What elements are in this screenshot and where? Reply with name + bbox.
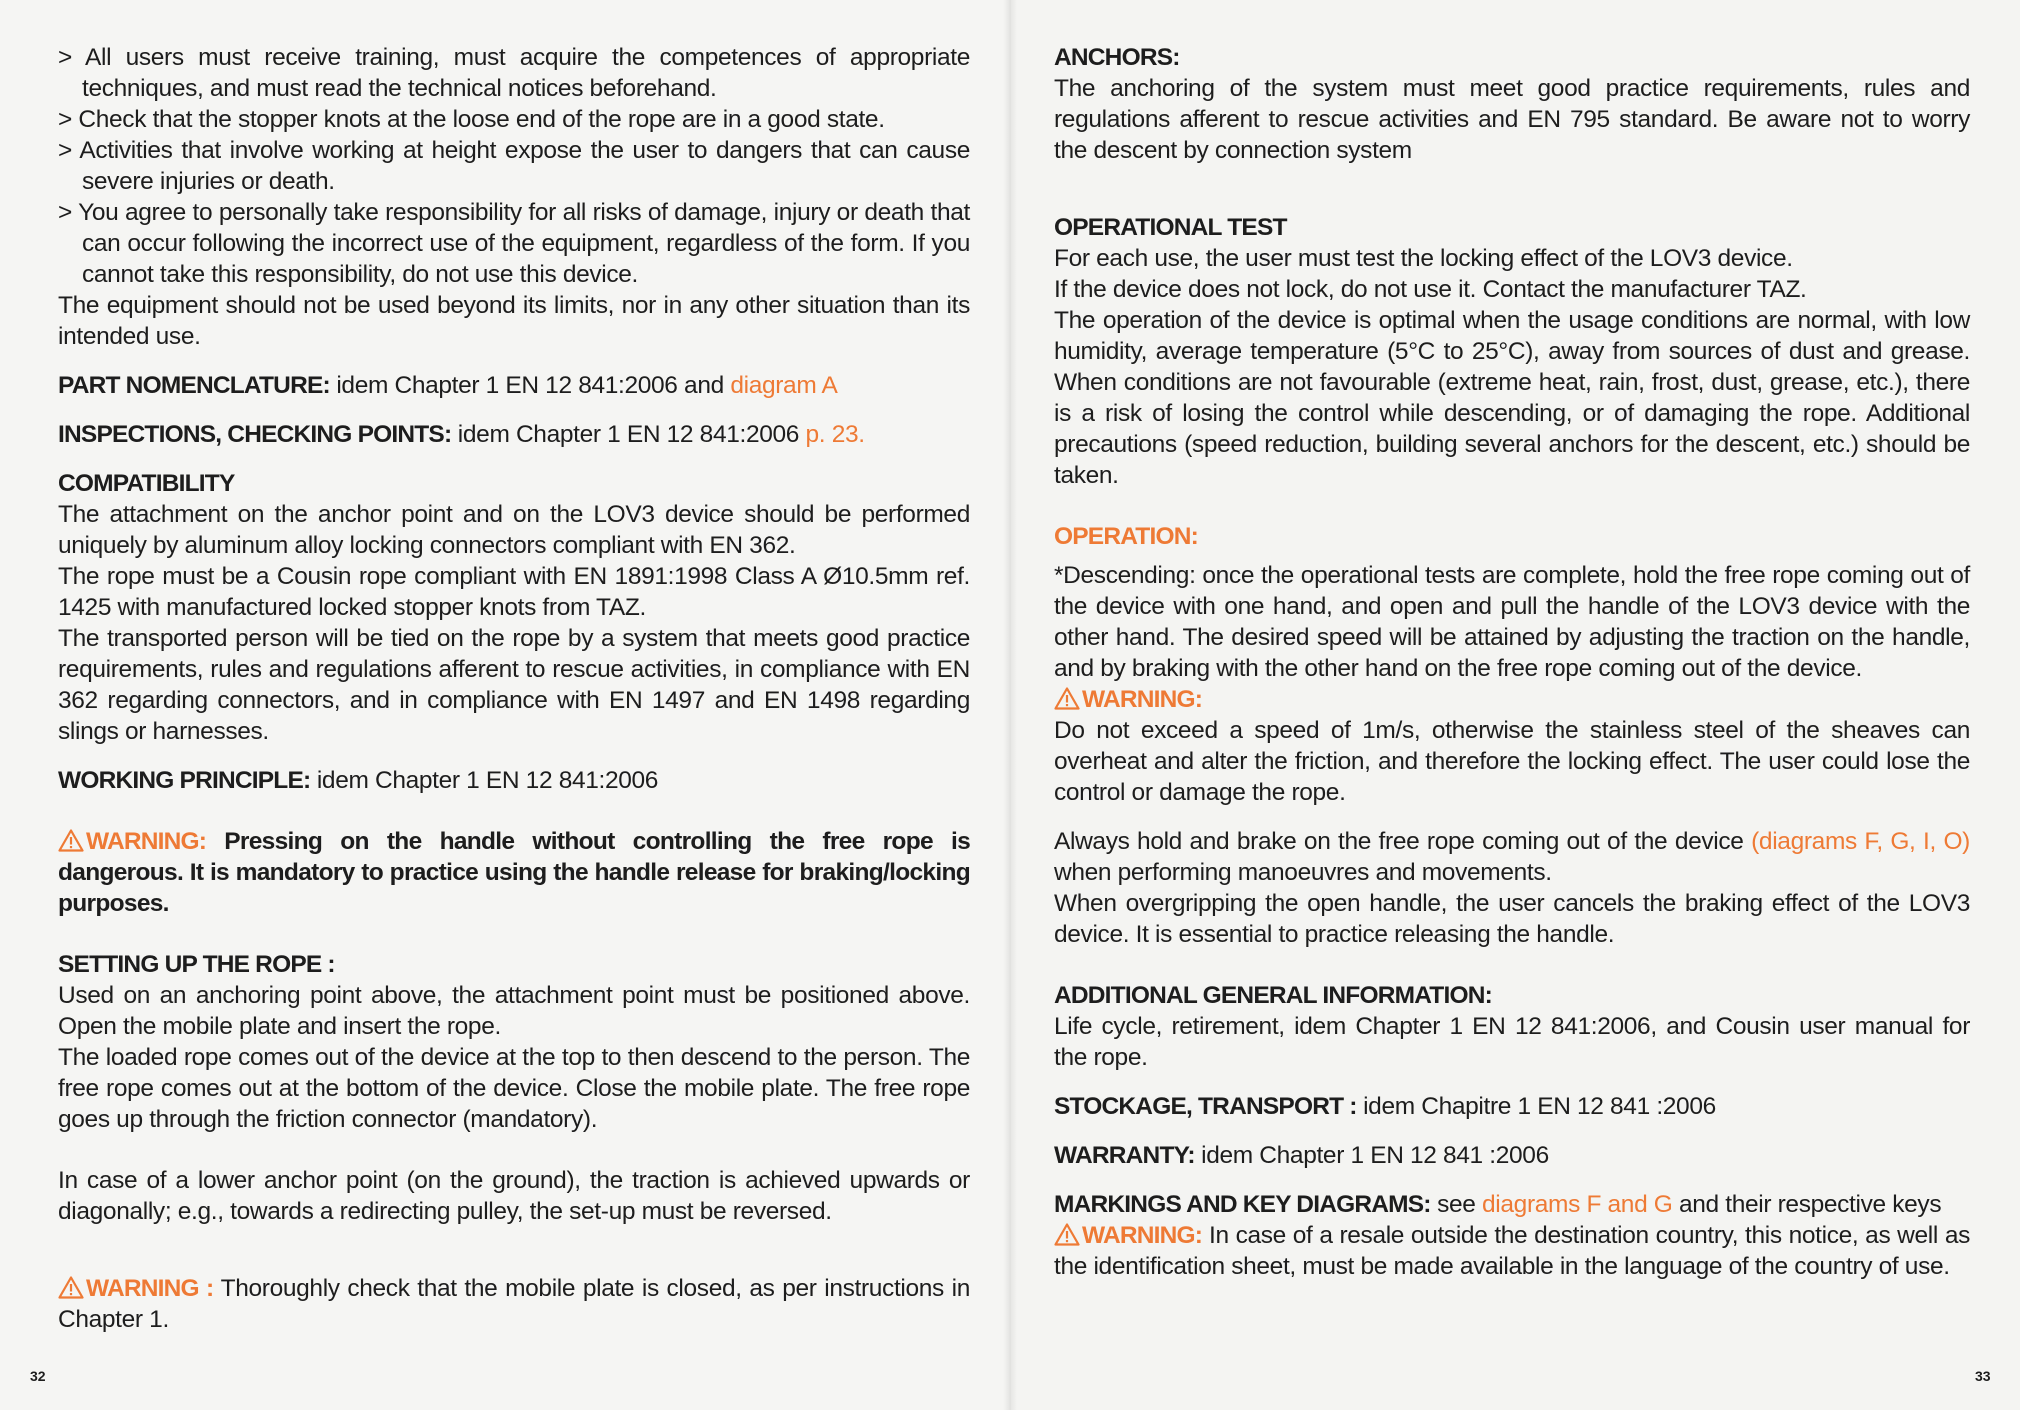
compatibility-paragraph-1: The attachment on the anchor point and on the LOV3 device should be performed uniquely by aluminum alloy locking connectors compliant with EN 362. [58,501,970,559]
left-column [58,42,970,1335]
working-principle-line [58,765,970,796]
page-number-right: 33 [1975,1368,1991,1384]
warning-triangle-icon [58,1276,84,1299]
warranty-heading: WARRANTY: [1054,1142,1195,1169]
operation-warning-line [1054,684,1970,715]
operational-test-paragraph-1: For each use, the user must test the locking effect of the LOV3 device. [1054,245,1793,272]
setting-up-paragraph-1: Used on an anchoring point above, the attachment point must be positioned above. Open the mobile plate and insert the rope. [58,982,970,1040]
warning-handle-block [58,826,970,919]
warning-handle-text: Pressing on the handle without controlling the free rope is dangerous. It is mandatory to practice using the handle release for braking/locking purposes. [58,828,970,917]
additional-info-heading: ADDITIONAL GENERAL INFORMATION: [1054,982,1492,1009]
stockage-line [1054,1091,1970,1122]
warning-triangle-icon [1054,1223,1080,1246]
warning-resale-block [1054,1220,1970,1282]
compatibility-heading: COMPATIBILITY [58,470,235,497]
hold-brake-text: Always hold and brake on the free rope coming out of the device [1054,828,1752,855]
anchors-heading: ANCHORS: [1054,44,1180,71]
bullet-height-danger: > Activities that involve working at height expose the user to dangers that can cause severe injuries or death. [58,137,970,195]
diagrams-fgio-link: (diagrams F, G, I, O) [1751,828,1970,855]
warning-handle-label: WARNING: [86,828,207,855]
limits-paragraph: The equipment should not be used beyond its limits, nor in any other situation than its intended use. [58,292,970,350]
hold-brake-text-end: when performing manoeuvres and movements. [1054,859,1552,886]
speed-warning-paragraph: Do not exceed a speed of 1m/s, otherwise the stainless steel of the sheaves can overheat and alter the friction, and therefore the locking effect. The user could lose the control or damage the rope. [1054,717,1970,806]
additional-info-paragraph: Life cycle, retirement, idem Chapter 1 EN 12 841:2006, and Cousin user manual for the rope. [1054,1013,1970,1071]
setting-up-heading: SETTING UP THE ROPE : [58,951,335,978]
descending-paragraph: *Descending: once the operational tests are complete, hold the free rope coming out of the device with one hand, and open and pull the handle of the LOV3 device with the other hand. The desired speed will be attained by adjusting the traction on the handle, and by braking with the other hand on the free rope coming out of the device. [1054,562,1970,682]
bullet-training: > All users must receive training, must acquire the competences of appropriate techniques, and must read the technical notices beforehand. [58,44,970,102]
overgripping-paragraph: When overgripping the open handle, the user cancels the braking effect of the LOV3 device. It is essential to practice releasing the handle. [1054,890,1970,948]
bullet-stopper-knots: > Check that the stopper knots at the loose end of the rope are in a good state. [58,106,885,133]
operational-test-heading: OPERATIONAL TEST [1054,214,1287,241]
stockage-text: idem Chapitre 1 EN 12 841 :2006 [1356,1093,1716,1120]
working-principle-heading: WORKING PRINCIPLE: [58,767,311,794]
warning-plate-text: Thoroughly check that the mobile plate is closed, as per instructions in Chapter 1. [58,1275,970,1333]
operational-test-paragraph-2: If the device does not lock, do not use it. Contact the manufacturer TAZ. [1054,276,1807,303]
diagram-a-link: diagram A [730,372,838,399]
part-nomenclature-line [58,370,970,401]
right-column [1054,42,1970,1282]
lower-anchor-paragraph: In case of a lower anchor point (on the ground), the traction is achieved upwards or diagonally; e.g., towards a redirecting pulley, the set-up must be reversed. [58,1167,970,1225]
inspections-heading: INSPECTIONS, CHECKING POINTS: [58,421,452,448]
compatibility-paragraph-3: The transported person will be tied on the rope by a system that meets good practice requirements, rules and regulations afferent to rescue activities, in compliance with EN 362 regarding connectors, and in compliance with EN 1497 and EN 1498 regarding slings or harnesses. [58,625,970,745]
compatibility-paragraph-2: The rope must be a Cousin rope compliant with EN 1891:1998 Class A Ø10.5mm ref. 1425 with manufactured locked stopper knots from TAZ. [58,563,970,621]
page-number-left: 32 [30,1368,46,1384]
warranty-line [1054,1140,1970,1171]
part-nomenclature-text: idem Chapter 1 EN 12 841:2006 and [329,372,731,399]
operation-warning-label: WARNING: [1082,686,1203,713]
operational-test-paragraph-3: The operation of the device is optimal when the usage conditions are normal, with low humidity, average temperature (5°C to 25°C), away from sources of dust and grease. When conditions are not favourable (extreme heat, rain, frost, dust, grease, etc.), there is a risk of losing the control while descending, or of damaging the rope. Additional precautions (speed reduction, building several anchors for the descent, etc.) should be taken. [1054,307,1970,489]
warning-triangle-icon [58,829,84,852]
warranty-text: idem Chapter 1 EN 12 841 :2006 [1194,1142,1549,1169]
warning-resale-label: WARNING: [1082,1222,1203,1249]
warning-plate-label: WARNING : [86,1275,214,1302]
bullet-responsibility: > You agree to personally take responsibility for all risks of damage, injury or death that can occur following the incorrect use of the equipment, regardless of the form. If you cannot take this responsibility, do not use this device. [58,199,970,288]
markings-heading: MARKINGS AND KEY DIAGRAMS: [1054,1191,1431,1218]
warning-plate-block [58,1273,970,1335]
part-nomenclature-heading: PART NOMENCLATURE: [58,372,330,399]
markings-line [1054,1189,1970,1220]
inspections-text: idem Chapter 1 EN 12 841:2006 [451,421,806,448]
warning-resale-text: In case of a resale outside the destination country, this notice, as well as the identification sheet, must be made available in the language of the country of use. [1054,1222,1970,1280]
book-gutter [1003,0,1017,1410]
inspections-line [58,419,970,450]
diagrams-fg-link: diagrams F and G [1482,1191,1673,1218]
operation-heading: OPERATION: [1054,523,1198,550]
markings-text-after: and their respective keys [1672,1191,1942,1218]
setting-up-paragraph-2: The loaded rope comes out of the device at the top to then descend to the person. The free rope comes out at the bottom of the device. Close the mobile plate. The free rope goes up through the friction connector (mandatory). [58,1044,970,1133]
stockage-heading: STOCKAGE, TRANSPORT : [1054,1093,1357,1120]
markings-text: see [1430,1191,1483,1218]
warning-triangle-icon [1054,687,1080,710]
hold-brake-paragraph [1054,826,1970,888]
working-principle-text: idem Chapter 1 EN 12 841:2006 [310,767,659,794]
anchors-paragraph: The anchoring of the system must meet good practice requirements, rules and regulations afferent to rescue activities and EN 795 standard. Be aware not to worry the descent by connection system [1054,75,1970,164]
page-23-link: p. 23. [805,421,865,448]
